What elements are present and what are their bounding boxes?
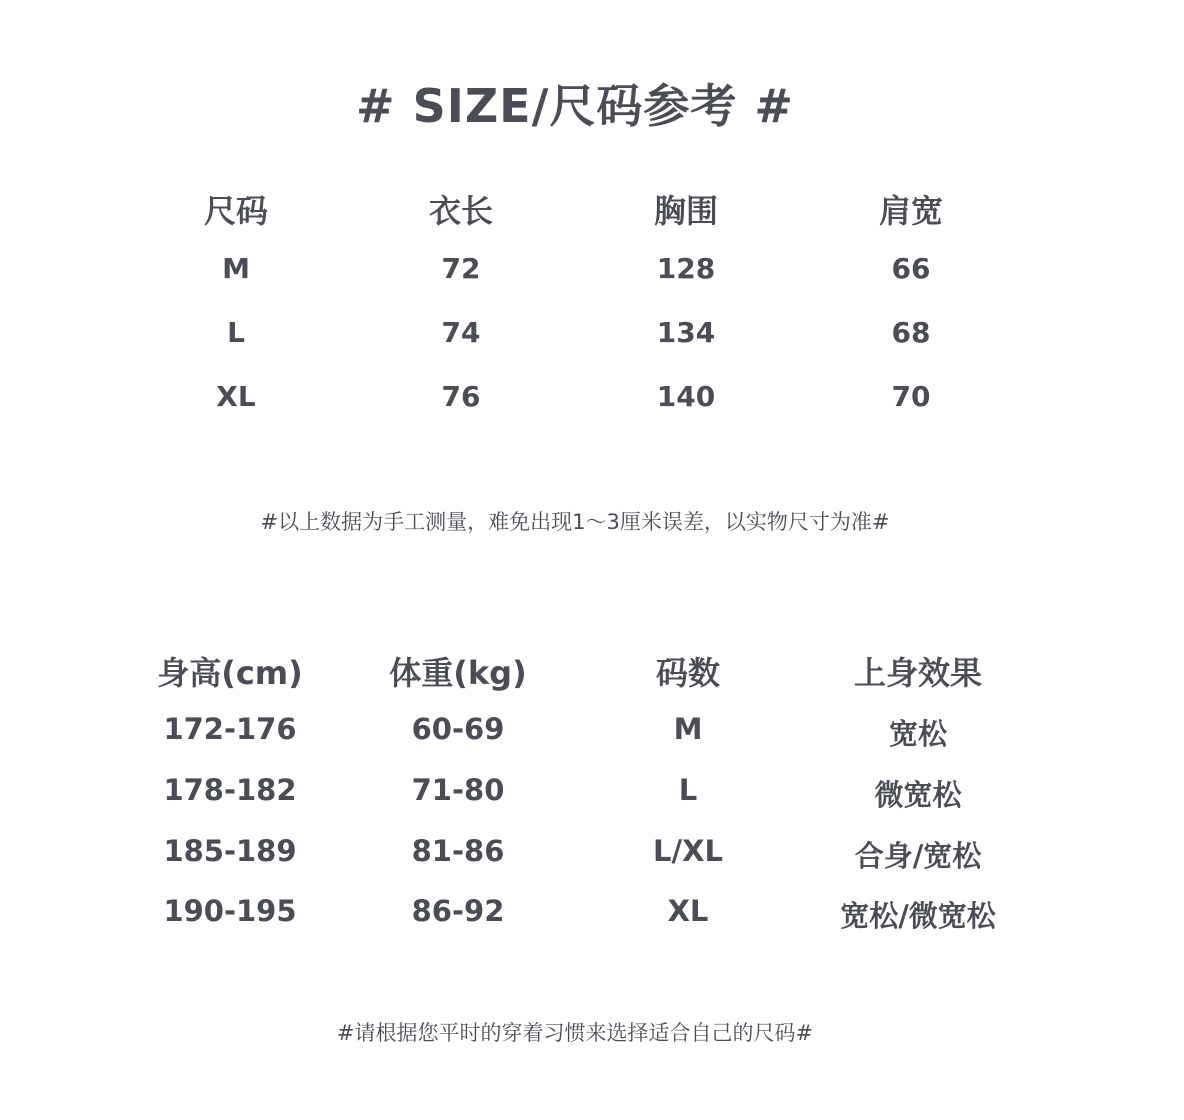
- cell-length: 72: [441, 252, 481, 285]
- cell-length: 74: [441, 316, 481, 349]
- header-length: 衣长: [428, 192, 493, 230]
- cell-shoulder: 66: [891, 252, 931, 285]
- header-size-code: 码数: [655, 654, 720, 692]
- cell-fit-effect: 合身/宽松: [854, 839, 982, 873]
- cell-size-code: XL: [667, 894, 709, 928]
- page-title: # SIZE/尺码参考 #: [356, 79, 794, 133]
- table-row: [0, 380, 1184, 430]
- table-row: [0, 773, 1184, 823]
- table-row: [0, 316, 1184, 366]
- header-size: 尺码: [203, 192, 268, 230]
- cell-shoulder: 68: [891, 316, 931, 349]
- cell-fit-effect: 微宽松: [874, 778, 962, 812]
- size-choice-note: #请根据您平时的穿着习惯来选择适合自己的尺码#: [336, 1021, 814, 1045]
- cell-fit-effect: 宽松: [888, 717, 947, 751]
- table-row: [0, 712, 1184, 762]
- table-row: [0, 252, 1184, 302]
- cell-size: L: [227, 316, 245, 349]
- measurement-note: #以上数据为手工测量，难免出现1～3厘米误差，以实物尺寸为准#: [260, 510, 890, 534]
- header-weight: 体重(kg): [389, 654, 527, 692]
- cell-weight: 71-80: [411, 773, 505, 807]
- cell-size: M: [222, 252, 250, 285]
- fit-table-header: [0, 648, 1184, 698]
- cell-size-code: L/XL: [653, 834, 723, 868]
- cell-chest: 128: [656, 252, 716, 285]
- cell-size-code: M: [673, 712, 703, 746]
- cell-height: 178-182: [163, 773, 297, 807]
- header-height: 身高(cm): [157, 654, 303, 692]
- cell-weight: 86-92: [411, 894, 505, 928]
- header-chest: 胸围: [653, 192, 718, 230]
- cell-height: 190-195: [163, 894, 297, 928]
- cell-chest: 140: [656, 380, 716, 413]
- cell-weight: 81-86: [411, 834, 505, 868]
- cell-size-code: L: [678, 773, 698, 807]
- cell-chest: 134: [656, 316, 716, 349]
- cell-weight: 60-69: [411, 712, 505, 746]
- cell-shoulder: 70: [891, 380, 931, 413]
- cell-length: 76: [441, 380, 481, 413]
- cell-fit-effect: 宽松/微宽松: [840, 899, 996, 933]
- cell-height: 172-176: [163, 712, 297, 746]
- header-shoulder: 肩宽: [878, 192, 943, 230]
- cell-size: XL: [216, 380, 256, 413]
- header-fit-effect: 上身效果: [853, 654, 982, 692]
- table-row: [0, 894, 1184, 944]
- cell-height: 185-189: [163, 834, 297, 868]
- table-row: [0, 834, 1184, 884]
- size-table-header: [0, 186, 1184, 236]
